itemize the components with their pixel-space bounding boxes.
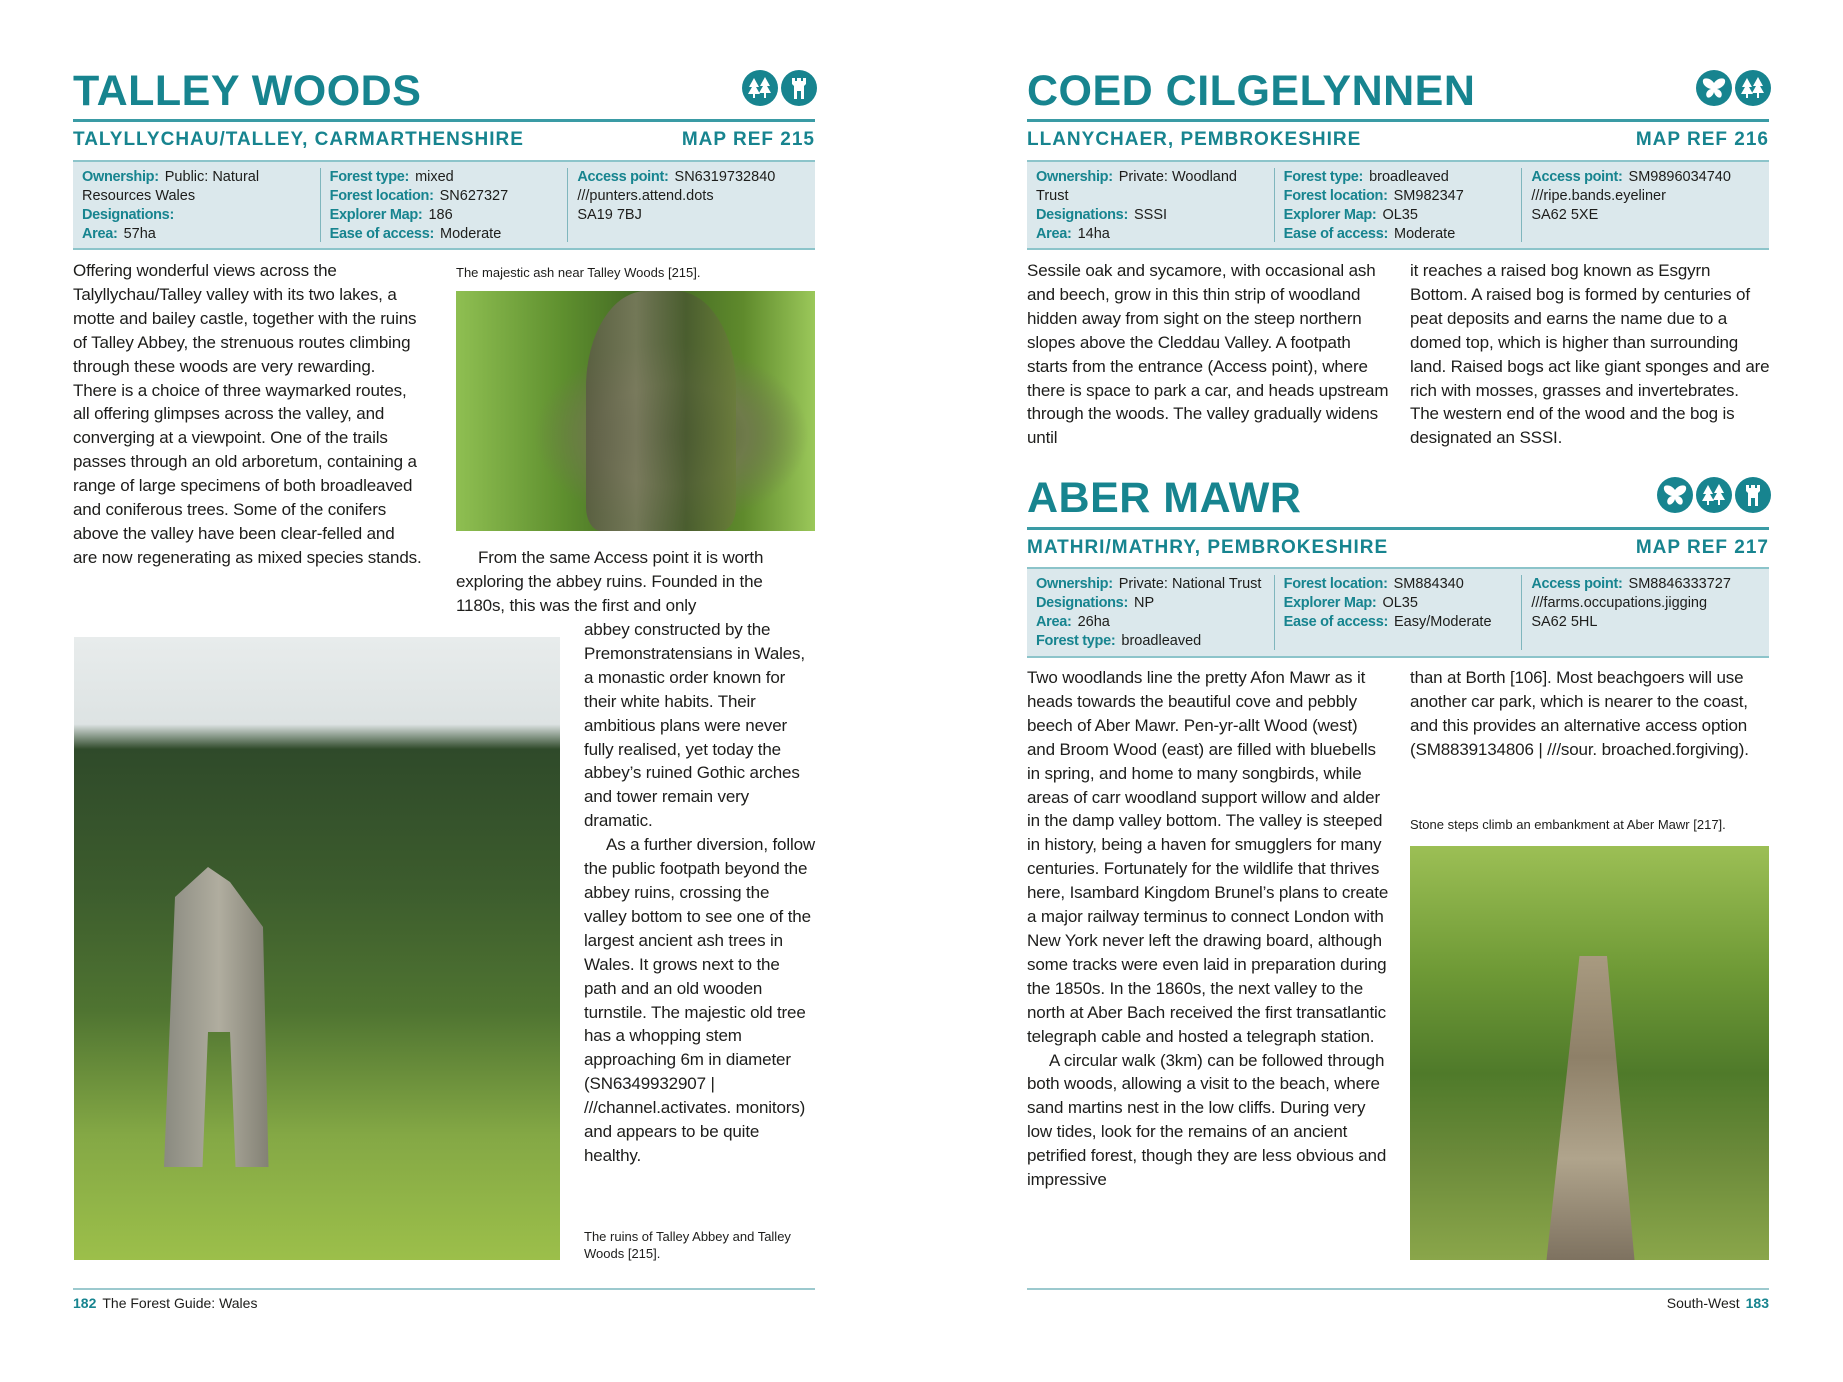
info-column	[567, 168, 815, 242]
info-value: broadleaved	[1369, 169, 1449, 185]
body-text	[584, 618, 816, 1168]
title-rule	[1027, 119, 1769, 122]
info-label: Access point:	[1531, 576, 1623, 592]
entry-icons	[742, 70, 817, 106]
info-value: SA62 5XE	[1531, 207, 1599, 223]
butterfly-icon	[1696, 70, 1732, 106]
info-label: Area:	[1036, 226, 1072, 242]
info-field	[1531, 187, 1760, 206]
info-field	[330, 225, 559, 244]
info-value: SA19 7BJ	[577, 207, 642, 223]
info-value: mixed	[415, 169, 454, 185]
body-text	[1410, 666, 1770, 762]
section-title: South-West	[1666, 1295, 1740, 1311]
info-field	[1036, 613, 1265, 632]
info-label: Forest type:	[1283, 169, 1364, 185]
info-label: Access point:	[577, 169, 669, 185]
paragraph: A circular walk (3km) can be followed through both woods, allowing a visit to the beach, where sand martins nest in the low cliffs. During very low tides, look for the remains of an ancient petrified forest, though they are less obvious and impressive	[1027, 1050, 1387, 1190]
info-field	[1036, 632, 1265, 651]
entry-title-coed-cilgelynnen: COED CILGELYNNEN	[1027, 67, 1476, 115]
info-field	[1284, 225, 1513, 244]
info-field	[1531, 594, 1760, 613]
body-text	[73, 259, 423, 570]
info-value: SN627327	[439, 188, 509, 204]
info-field	[1284, 206, 1513, 225]
entry-location: LLANYCHAER, PEMBROKESHIRE	[1027, 129, 1362, 150]
info-field	[1284, 575, 1513, 594]
castle-icon	[781, 70, 817, 106]
info-label: Designations:	[82, 207, 174, 223]
entry-title-talley-woods: TALLEY WOODS	[73, 67, 422, 115]
info-label: Ownership:	[1036, 576, 1113, 592]
info-field	[1284, 168, 1513, 187]
info-value: SN6319732840	[674, 169, 776, 185]
info-value: SM9896034740	[1628, 169, 1731, 185]
info-label: Forest location:	[1283, 576, 1388, 592]
entry-icons	[1696, 70, 1771, 106]
info-value: SA62 5HL	[1531, 614, 1598, 630]
info-column	[1027, 575, 1274, 650]
body-text	[456, 546, 816, 618]
page-number: 182	[73, 1295, 97, 1311]
title-rule	[1027, 527, 1769, 530]
info-field	[1036, 575, 1265, 594]
info-label: Ownership:	[1036, 169, 1113, 185]
info-label: Explorer Map:	[329, 207, 423, 223]
info-label: Ease of access:	[1283, 226, 1388, 242]
photo-caption: Stone steps climb an embankment at Aber Mawr [217].	[1410, 817, 1726, 832]
info-field	[1036, 594, 1265, 613]
map-ref: MAP REF 217	[1635, 537, 1769, 558]
woodland-icon	[1696, 477, 1732, 513]
info-field	[577, 206, 806, 225]
photo-talley-abbey	[74, 637, 560, 1260]
entry-location: TALYLLYCHAU/TALLEY, CARMARTHENSHIRE	[73, 129, 524, 150]
book-title: The Forest Guide: Wales	[102, 1295, 258, 1311]
info-value: OL35	[1382, 207, 1418, 223]
paragraph: As a further diversion, follow the public footpath beyond the abbey ruins, crossing the valley bottom to see one of the largest ancient ash trees in Wales. It grows next to the path and an old wooden turnstile. The majestic old tree has a whopping stem approaching 6m in diameter (SN6349932907 | ///channel.activates. monitors) and appears to be quite healthy.	[584, 835, 816, 1165]
paragraph: From the same Access point it is worth exploring the abbey ruins. Founded in the 1180s, this was the first and only	[456, 548, 764, 615]
info-column	[1274, 168, 1522, 242]
info-field	[82, 206, 311, 225]
info-value: Private: National Trust	[1118, 576, 1262, 592]
body-text	[1410, 259, 1770, 450]
info-field	[577, 168, 806, 187]
info-value: broadleaved	[1121, 633, 1202, 649]
info-value: 186	[428, 207, 453, 223]
info-value: SSSI	[1133, 207, 1168, 223]
page-number: 183	[1745, 1295, 1769, 1311]
butterfly-icon	[1657, 477, 1693, 513]
paragraph: than at Borth [106]. Most beachgoers will use another car park, which is nearer to the coast, and this provides an alternative access option (SM8839134806 | ///sour. broached.forgiving).	[1410, 668, 1749, 759]
woodland-icon	[1735, 70, 1771, 106]
info-field	[1284, 187, 1513, 206]
title-rule	[73, 119, 815, 122]
entry-icons	[1657, 477, 1771, 513]
info-label: Forest location:	[329, 188, 434, 204]
info-label: Designations:	[1036, 207, 1128, 223]
info-label: Ownership:	[82, 169, 159, 185]
info-label: Area:	[1036, 614, 1072, 630]
info-field	[577, 187, 806, 206]
footer-rule	[1027, 1288, 1769, 1290]
info-value: SM982347	[1393, 188, 1464, 204]
abbey-ruin	[164, 867, 274, 1167]
photo-ancient-ash	[456, 291, 815, 531]
info-value: SM8846333727	[1628, 576, 1731, 592]
info-value: ///ripe.bands.eyeliner	[1531, 188, 1666, 204]
photo-caption: The majestic ash near Talley Woods [215].	[456, 265, 701, 280]
info-value: NP	[1133, 595, 1155, 611]
info-value: Moderate	[1394, 226, 1456, 242]
info-label: Explorer Map:	[1283, 595, 1377, 611]
info-value: 26ha	[1077, 614, 1110, 630]
info-box	[1027, 160, 1769, 250]
footer-rule	[73, 1288, 815, 1290]
info-value: ///punters.attend.dots	[577, 188, 714, 204]
info-field	[330, 168, 559, 187]
entry-title-aber-mawr: ABER MAWR	[1027, 474, 1302, 522]
paragraph: abbey constructed by the Premonstratensians in Wales, a monastic order known for their white habits. Their ambitious plans were never fully realised, yet today the abbey’s ruined Gothic arches and tower remain very dramatic.	[584, 620, 805, 831]
paragraph: Offering wonderful views across the Talyllychau/Talley valley with its two lakes, a motte and bailey castle, together with the ruins of Talley Abbey, the strenuous routes climbing through these woods are very rewarding. There is a choice of three waymarked routes, all offering glimpses across the valley, and converging at a viewpoint. One of the trails passes through an old arboretum, containing a range of large specimens of both broadleaved and coniferous trees. Some of the conifers above the valley have been clear-felled and are now regenerating as mixed species stands.	[73, 261, 422, 567]
info-value: Moderate	[440, 226, 502, 242]
info-field	[1284, 594, 1513, 613]
info-field	[1036, 225, 1265, 244]
body-text	[1027, 259, 1389, 450]
map-ref: MAP REF 216	[1635, 129, 1769, 150]
info-column	[1274, 575, 1522, 650]
info-label: Forest location:	[1283, 188, 1388, 204]
photo-caption: The ruins of Talley Abbey and Talley Woods [215].	[584, 1229, 791, 1261]
footer	[73, 1295, 257, 1311]
info-field	[330, 187, 559, 206]
info-label: Forest type:	[1036, 633, 1116, 649]
entry-location: MATHRI/MATHRY, PEMBROKESHIRE	[1027, 537, 1389, 558]
info-label: Ease of access:	[1283, 614, 1388, 630]
info-box	[1027, 567, 1769, 658]
photo-stone-steps	[1410, 846, 1769, 1260]
info-column	[1027, 168, 1274, 242]
body-text	[1027, 666, 1389, 1192]
info-field	[1036, 168, 1265, 206]
info-value: OL35	[1382, 595, 1418, 611]
info-label: Area:	[82, 226, 118, 242]
footer	[1469, 1295, 1769, 1311]
paragraph: Two woodlands line the pretty Afon Mawr as it heads towards the beautiful cove and pebbly beech of Aber Mawr. Pen-yr-allt Wood (west) and Broom Wood (east) are filled with bluebells in spring, and home to many songbirds, while areas of carr woodland support willow and alder in the damp valley bottom. The valley is steeped in history, being a haven for smugglers for many centuries. Fortunately for the wildlife that thrives here, Isambard Kingdom Brunel’s plans to create a major railway terminus to connect London with New York never left the drawing board, although some tracks were even laid in preparation during the 1850s. In the 1860s, the next valley to the north at Aber Bach received the first transatlantic telegraph cable and hosted a telegraph station.	[1027, 668, 1389, 1046]
info-value: SM884340	[1393, 576, 1464, 592]
info-value: 57ha	[123, 226, 156, 242]
info-column	[320, 168, 568, 242]
info-value: Private: Woodland Trust	[1036, 169, 1237, 204]
info-value: Easy/Moderate	[1394, 614, 1492, 630]
info-field	[1284, 613, 1513, 632]
woodland-icon	[742, 70, 778, 106]
info-label: Explorer Map:	[1283, 207, 1377, 223]
info-value: 14ha	[1077, 226, 1110, 242]
info-column	[73, 168, 320, 242]
info-field	[330, 206, 559, 225]
info-column	[1521, 168, 1769, 242]
stone-steps	[1530, 956, 1640, 1260]
info-label: Ease of access:	[329, 226, 434, 242]
info-field	[1531, 575, 1760, 594]
castle-icon	[1735, 477, 1771, 513]
info-box	[73, 160, 815, 250]
map-ref: MAP REF 215	[681, 129, 815, 150]
info-field	[1531, 613, 1760, 632]
info-label: Access point:	[1531, 169, 1623, 185]
info-field	[82, 225, 311, 244]
info-field	[1531, 168, 1760, 187]
paragraph: Sessile oak and sycamore, with occasional ash and beech, grow in this thin strip of woodland hidden away from sight on the steep northern slopes above the Cleddau Valley. A footpath starts from the entrance (Access point), where there is space to park a car, and heads upstream through the woods. The valley gradually widens until	[1027, 261, 1389, 448]
info-label: Forest type:	[329, 169, 410, 185]
info-column	[1521, 575, 1769, 650]
info-field	[1036, 206, 1265, 225]
info-value: ///farms.occupations.jigging	[1531, 595, 1708, 611]
info-field	[82, 168, 311, 206]
info-field	[1531, 206, 1760, 225]
info-label: Designations:	[1036, 595, 1128, 611]
paragraph: it reaches a raised bog known as Esgyrn Bottom. A raised bog is formed by centuries of peat deposits and earns the name due to a domed top, which is higher than surrounding land. Raised bogs act like giant sponges and are rich with mosses, grasses and invertebrates. The western end of the wood and the bog is designated an SSSI.	[1410, 261, 1770, 448]
info-value: Public: Natural Resources Wales	[82, 169, 260, 204]
